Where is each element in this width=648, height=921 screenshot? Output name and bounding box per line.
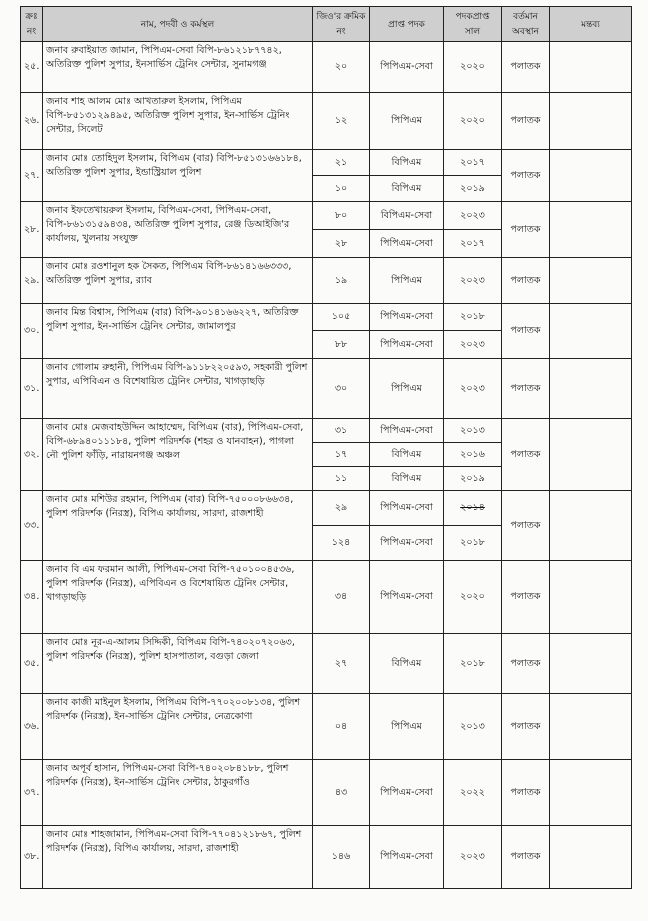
row-number: ২৫. xyxy=(21,42,43,93)
rank-number: ২১ xyxy=(313,150,370,176)
table-row xyxy=(21,826,632,889)
header-medal: প্রাপ্ত পদক xyxy=(370,7,444,42)
header-row xyxy=(21,7,632,42)
remark-cell xyxy=(550,561,632,634)
medal-name: পিপিএম xyxy=(370,359,444,419)
remark-cell xyxy=(550,304,632,359)
current-status: পলাতক xyxy=(502,634,550,694)
rank-number: ১২৪ xyxy=(313,526,370,561)
rank-number: ১৪৬ xyxy=(313,826,370,889)
award-year: ২০২০ xyxy=(444,93,502,150)
medal-name: বিপিএম xyxy=(370,467,444,491)
current-status: পলাতক xyxy=(502,304,550,359)
officer-details: জনাব অপূর্ব হাসান, পিপিএম-সেবা বিপি-৭৪০২০৮৪১৮৮, পুলিশ পরিদর্শক (নিরস্ত্র), ইন-সার্ভিস ট্রেনিং সেন্টার, ঠাকুরগাঁও xyxy=(43,760,313,826)
header-no: ক্রঃ নং xyxy=(21,7,43,42)
award-year: ২০১৮ xyxy=(444,304,502,331)
award-year: ২০১৮ xyxy=(444,634,502,694)
remark-cell xyxy=(550,634,632,694)
award-year: ২০১৩ xyxy=(444,419,502,443)
rank-number: ৮০ xyxy=(313,202,370,230)
officer-details: জনাব মোঃ শাহজামান, পিপিএম-সেবা বিপি-৭৭০৪১২১৮৬৭, পুলিশ পরিদর্শক (নিরস্ত্র), বিপিএ কার্যালয়, সারদা, রাজশাহী xyxy=(43,826,313,889)
award-year: ২০১৬ xyxy=(444,443,502,467)
current-status: পলাতক xyxy=(502,150,550,202)
award-year: ২০১৪ xyxy=(444,491,502,526)
header-remark: মন্তব্য xyxy=(550,7,632,42)
medal-name: পিপিএম xyxy=(370,93,444,150)
rank-number: ২৭ xyxy=(313,634,370,694)
remark-cell xyxy=(550,826,632,889)
rank-number: ১২ xyxy=(313,93,370,150)
table-row xyxy=(21,561,632,634)
medal-name: পিপিএম-সেবা xyxy=(370,826,444,889)
medal-name: পিপিএম-সেবা xyxy=(370,760,444,826)
remark-cell xyxy=(550,42,632,93)
officer-details: জনাব মোঃ রওশানুল হক সৈকত, পিপিএম বিপি-৮৬১৪১৬৬৩৩৩, অতিরিক্ত পুলিশ সুপার, র‌্যাব xyxy=(43,258,313,304)
medal-name: পিপিএম-সেবা xyxy=(370,491,444,526)
medal-name: পিপিএম-সেবা xyxy=(370,526,444,561)
current-status: পলাতক xyxy=(502,561,550,634)
table-body xyxy=(21,42,632,889)
rank-number: ৪৩ xyxy=(313,760,370,826)
remark-cell xyxy=(550,694,632,760)
rank-number: ২৮ xyxy=(313,230,370,258)
officer-details: জনাব রুবাইয়াত জামান, পিপিএম-সেবা বিপি-৮৬১২১৮৭৭৪২, অতিরিক্ত পুলিশ সুপার, ইনসার্ভিস ট্রেনিং সেন্টার, সুনামগঞ্জ xyxy=(43,42,313,93)
current-status: পলাতক xyxy=(502,202,550,258)
medal-name: পিপিএম xyxy=(370,694,444,760)
row-number: ৩২. xyxy=(21,419,43,491)
medal-name: পিপিএম-সেবা xyxy=(370,331,444,359)
medal-name: বিপিএম xyxy=(370,176,444,202)
award-year: ২০২০ xyxy=(444,42,502,93)
current-status: পলাতক xyxy=(502,491,550,561)
rank-number: ১০৫ xyxy=(313,304,370,331)
row-number: ৩০. xyxy=(21,304,43,359)
table-row xyxy=(21,491,632,526)
table-row xyxy=(21,419,632,443)
current-status: পলাতক xyxy=(502,419,550,491)
current-status: পলাতক xyxy=(502,42,550,93)
remark-cell xyxy=(550,150,632,202)
officer-details: জনাব মোঃ মেজবাহউদ্দিন আহাম্মেদ, বিপিএম (বার), পিপিএম-সেবা, বিপি-৬৮৯৪০১১১৮৪, পুলিশ পরিদর্শক (শহর ও যানবাহন), পাগলা নৌ পুলিশ ফাঁড়ি, নারায়নগঞ্জ অঞ্চল xyxy=(43,419,313,491)
award-year: ২০১৭ xyxy=(444,230,502,258)
row-number: ৩৬. xyxy=(21,694,43,760)
award-year: ২০২৩ xyxy=(444,826,502,889)
table-row xyxy=(21,202,632,230)
table-row xyxy=(21,258,632,304)
current-status: পলাতক xyxy=(502,760,550,826)
medal-name: পিপিএম-সেবা xyxy=(370,42,444,93)
header-rank: জিও'র ক্রমিক নং xyxy=(313,7,370,42)
officer-details: জনাব মোঃ নূর-এ-আলম সিদ্দিকী, বিপিএম বিপি-৭৪০২০৭২০৬৩, পুলিশ পরিদর্শক (নিরস্ত্র), পুলিশ হাসপাতাল, বগুড়া জেলা xyxy=(43,634,313,694)
table-row xyxy=(21,359,632,419)
medal-name: পিপিএম-সেবা xyxy=(370,561,444,634)
table-row xyxy=(21,760,632,826)
row-number: ২৮. xyxy=(21,202,43,258)
award-year: ২০২৩ xyxy=(444,359,502,419)
remark-cell xyxy=(550,202,632,258)
header-name: নাম, পদবী ও কর্মস্থল xyxy=(43,7,313,42)
medal-name: বিপিএম xyxy=(370,150,444,176)
remark-cell xyxy=(550,491,632,561)
award-year: ২০১৮ xyxy=(444,526,502,561)
awards-table xyxy=(20,6,632,889)
remark-cell xyxy=(550,760,632,826)
row-number: ৩৩. xyxy=(21,491,43,561)
award-year: ২০২০ xyxy=(444,561,502,634)
medal-name: পিপিএম-সেবা xyxy=(370,419,444,443)
row-number: ৩৪. xyxy=(21,561,43,634)
rank-number: ৩৪ xyxy=(313,561,370,634)
row-number: ৩৫. xyxy=(21,634,43,694)
remark-cell xyxy=(550,359,632,419)
rank-number: ২৯ xyxy=(313,491,370,526)
officer-details: জনাব মিন্ত বিশ্বাস, পিপিএম (বার) বিপি-৯০১৪১৬৬২২৭, অতিরিক্ত পুলিশ সুপার, ইন-সার্ভিস ট্রেনিং সেন্টার, জামালপুর xyxy=(43,304,313,359)
current-status: পলাতক xyxy=(502,694,550,760)
remark-cell xyxy=(550,258,632,304)
officer-details: জনাব ইফতেখায়রুল ইসলাম, বিপিএম-সেবা, পিপিএম-সেবা, বিপি-৮৬১৩১৫৯৪৩৪, অতিরিক্ত পুলিশ সুপার, রেঞ্জ ডিআইজি'র কার্যালয়, খুলনায় সংযুক্ত xyxy=(43,202,313,258)
officer-details: জনাব বি এম ফরমান আলী, পিপিএম-সেবা বিপি-৭৫০১০০৪৫৩৬, পুলিশ পরিদর্শক (নিরস্ত্র), এপিবিএন ও বিশেষায়িত ট্রেনিং সেন্টার, খাগড়াছড়ি xyxy=(43,561,313,634)
officer-details: জনাব মোঃ মশিউর রহমান, পিপিএম (বার) বিপি-৭৫০০০৮৬৬৩৪, পুলিশ পরিদর্শক (নিরস্ত্র), বিপিএ কার্যালয়, সারদা, রাজশাহী xyxy=(43,491,313,561)
row-number: ২৭. xyxy=(21,150,43,202)
rank-number: ৩১ xyxy=(313,419,370,443)
rank-number: ৩০ xyxy=(313,359,370,419)
rank-number: ১০ xyxy=(313,176,370,202)
current-status: পলাতক xyxy=(502,258,550,304)
medal-name: বিপিএম xyxy=(370,443,444,467)
header-status: বর্তমান অবস্থান xyxy=(502,7,550,42)
row-number: ৩৮. xyxy=(21,826,43,889)
rank-number: ১১ xyxy=(313,467,370,491)
current-status: পলাতক xyxy=(502,93,550,150)
row-number: ৩১. xyxy=(21,359,43,419)
header-year: পদকপ্রাপ্ত সাল xyxy=(444,7,502,42)
award-year: ২০২৩ xyxy=(444,202,502,230)
award-year: ২০১৯ xyxy=(444,176,502,202)
remark-cell xyxy=(550,419,632,491)
row-number: ৩৭. xyxy=(21,760,43,826)
officer-details: জনাব শাহ আলম মোঃ আখতারুল ইসলাম, পিপিএম বিপি-৮৫১৩১২৯৪৯৫, অতিরিক্ত পুলিশ সুপার, ইন-সার্ভিস ট্রেনিং সেন্টার, সিলেট xyxy=(43,93,313,150)
medal-name: বিপিএম xyxy=(370,634,444,694)
rank-number: ১৯ xyxy=(313,258,370,304)
current-status: পলাতক xyxy=(502,359,550,419)
table-row xyxy=(21,150,632,176)
officer-details: জনাব মোঃ তোহিদুল ইসলাম, বিপিএম (বার) বিপি-৮৫১৩১৬৬১৮৪, অতিরিক্ত পুলিশ সুপার, ইন্ডাস্ট্রিয়াল পুলিশ xyxy=(43,150,313,202)
medal-name: বিপিএম-সেবা xyxy=(370,202,444,230)
rank-number: ৮৮ xyxy=(313,331,370,359)
award-year: ২০১৩ xyxy=(444,694,502,760)
award-year: ২০২৩ xyxy=(444,331,502,359)
award-year: ২০১৭ xyxy=(444,150,502,176)
award-year: ২০২২ xyxy=(444,760,502,826)
table-row xyxy=(21,634,632,694)
current-status: পলাতক xyxy=(502,826,550,889)
officer-details: জনাব কাজী মাইনুল ইসলাম, পিপিএম বিপি-৭৭০২০০৮১৩৪, পুলিশ পরিদর্শক (নিরস্ত্র), ইন-সার্ভিস ট্রেনিং সেন্টার, নেত্রকোণা xyxy=(43,694,313,760)
rank-number: ০৪ xyxy=(313,694,370,760)
medal-name: পিপিএম-সেবা xyxy=(370,304,444,331)
row-number: ২৬. xyxy=(21,93,43,150)
table-row xyxy=(21,93,632,150)
officer-details: জনাব গোলাম রুহানী, পিপিএম বিপি-৯১১৮২২০৫৯৩, সহকারী পুলিশ সুপার, এপিবিএন ও বিশেষায়িত ট্রেনিং সেন্টার, খাগড়াছড়ি xyxy=(43,359,313,419)
rank-number: ১৭ xyxy=(313,443,370,467)
table-row xyxy=(21,694,632,760)
rank-number: ২০ xyxy=(313,42,370,93)
row-number: ২৯. xyxy=(21,258,43,304)
table-row xyxy=(21,304,632,331)
table-row xyxy=(21,42,632,93)
medal-name: পিপিএম-সেবা xyxy=(370,230,444,258)
medal-name: পিপিএম xyxy=(370,258,444,304)
award-year: ২০১৯ xyxy=(444,467,502,491)
award-year: ২০২৩ xyxy=(444,258,502,304)
remark-cell xyxy=(550,93,632,150)
